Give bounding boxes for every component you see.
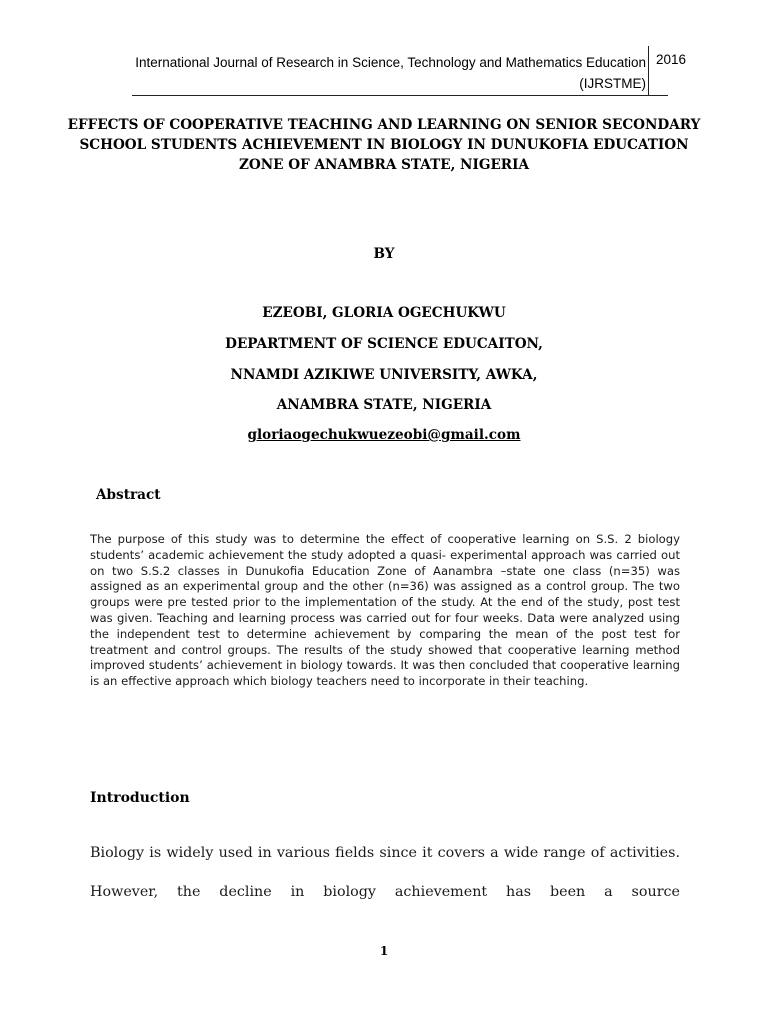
author-email-link[interactable]: gloriaogechukwuezeobi@gmail.com [247,427,521,443]
journal-name-line1: International Journal of Research in Science, Technology and Mathematics Education [135,55,646,70]
abstract-body: The purpose of this study was to determine the effect of cooperative learning on S.S. 2 biology students’ academic achievement the study adopted a quasi- experimental approach was carried out on two S.S.2 classes in Dunukofia Education Zone of Aanambra –state one class (n=35) was assigned as an experimental group and the other (n=36) was assigned as a control group. The two groups were pre tested prior to the implementation of the study. At the end of the study, post test was given. Teaching and learning process was carried out for four weeks. Data were analyzed using the independent test to determine achievement by comparing the mean of the post test for treatment and control groups. The results of the study showed that cooperative learning method improved students’ achievement in biology towards. It was then concluded that cooperative learning is an effective approach which biology teachers need to incorporate in their teaching. [90,532,680,689]
introduction-heading: Introduction [90,790,190,806]
paper-title: EFFECTS OF COOPERATIVE TEACHING AND LEARNING ON SENIOR SECONDARY SCHOOL STUDENTS ACHIEVEMENT IN BIOLOGY IN DUNUKOFIA EDUCATION ZONE OF ANAMBRA STATE, NIGERIA [67,117,701,173]
introduction-body: Biology is widely used in various fields since it covers a wide range of activities. However, the decline in biology achievement has been a source [90,845,680,900]
author-location: ANAMBRA STATE, NIGERIA [276,397,492,413]
page-number: 1 [379,944,389,958]
author-university: NNAMDI AZIKIWE UNIVERSITY, AWKA, [230,367,538,383]
journal-year: 2016 [656,52,687,67]
header-divider [648,46,649,96]
byline: BY [373,246,395,262]
journal-name [86,52,646,94]
journal-abbreviation: (IJRSTME) [579,76,646,91]
running-header [0,44,768,96]
author-name: EZEOBI, GLORIA OGECHUKWU [262,305,506,321]
header-rule [132,95,668,96]
author-department: DEPARTMENT OF SCIENCE EDUCAITON, [225,336,543,352]
abstract-heading: Abstract [96,487,161,503]
